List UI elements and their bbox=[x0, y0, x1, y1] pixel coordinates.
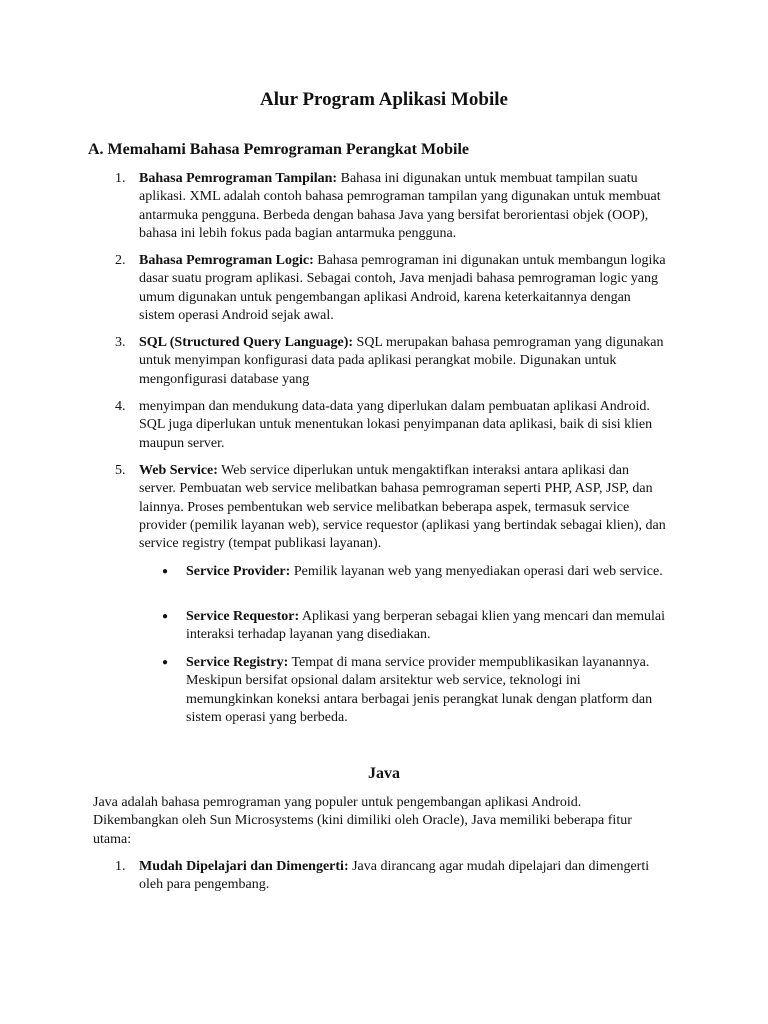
list-number: 2. bbox=[115, 253, 126, 268]
list-term: Mudah Dipelajari dan Dimengerti: bbox=[139, 859, 349, 874]
bullet-icon: ● bbox=[162, 566, 169, 577]
list-number: 1. bbox=[115, 859, 126, 874]
list-text bbox=[139, 858, 667, 895]
list-number: 1. bbox=[115, 171, 126, 186]
list-text bbox=[139, 462, 667, 553]
list-text bbox=[139, 252, 667, 325]
bullet-term: Service Requestor: bbox=[186, 609, 300, 624]
list-term: SQL (Structured Query Language): bbox=[139, 335, 354, 350]
bullet-text bbox=[186, 654, 670, 727]
list-number: 3. bbox=[115, 335, 126, 350]
list-term: Bahasa Pemrograman Tampilan: bbox=[139, 171, 338, 186]
list-description: SQL merupakan bahasa pemrograman yang digunakan untuk menyimpan konfigurasi data pada aplikasi perangkat mobile. Digunakan untuk mengonfigurasi database yang bbox=[139, 335, 664, 387]
list-number: 5. bbox=[115, 463, 126, 478]
list-term: Web Service: bbox=[139, 463, 218, 478]
list-number: 4. bbox=[115, 399, 126, 414]
bullet-text bbox=[186, 563, 670, 581]
bullet-description: Aplikasi yang berperan sebagai klien yang mencari dan memulai interaksi terhadap layanan yang disediakan. bbox=[186, 609, 665, 643]
list-description: Web service diperlukan untuk mengaktifkan interaksi antara aplikasi dan server. Pembuatan web service melibatkan bahasa pemrograman seperti PHP, ASP, JSP, dan lainnya. Proses pembentukan web service melibatkan beberapa aspek, termasuk service provider (pemilik layanan web), service requestor (aplikasi yang bertindak sebagai klien), dan service registry (tempat publikasi layanan). bbox=[139, 463, 666, 552]
bullet-description: Pemilik layanan web yang menyediakan operasi dari web service. bbox=[290, 564, 663, 579]
java-heading: Java bbox=[368, 765, 400, 782]
list-description: Java dirancang agar mudah dipelajari dan dimengerti oleh para pengembang. bbox=[139, 859, 650, 893]
list-description: Bahasa pemrograman ini digunakan untuk membangun logika dasar suatu program aplikasi. Sebagai contoh, Java menjadi bahasa pemrograman logic yang umum digunakan untuk pengembangan aplikasi Android, karena keterkaitannya dengan sistem operasi Android sejak awal. bbox=[139, 253, 666, 323]
bullet-text bbox=[186, 608, 670, 645]
bullet-icon: ● bbox=[162, 611, 169, 622]
document-title: Alur Program Aplikasi Mobile bbox=[260, 89, 508, 110]
list-text bbox=[139, 334, 667, 389]
bullet-description: Tempat di mana service provider mempublikasikan layanannya. Meskipun bersifat opsional dalam arsitektur web service, teknologi ini memungkinkan koneksi antara berbagai jenis perangkat lunak dengan platform dan sistem operasi yang berbeda. bbox=[186, 655, 653, 725]
bullet-term: Service Registry: bbox=[186, 655, 289, 670]
list-text bbox=[139, 398, 667, 453]
list-term: Bahasa Pemrograman Logic: bbox=[139, 253, 314, 268]
section-heading-a: A. Memahami Bahasa Pemrograman Perangkat Mobile bbox=[88, 141, 469, 158]
list-description: Bahasa ini digunakan untuk membuat tampilan suatu aplikasi. XML adalah contoh bahasa pemrograman tampilan yang digunakan untuk membuat antarmuka pengguna. Berbeda dengan bahasa Java yang bersifat berorientasi objek (OOP), bahasa ini lebih fokus pada bagian antarmuka pengguna. bbox=[139, 171, 661, 241]
list-description: menyimpan dan mendukung data-data yang diperlukan dalam pembuatan aplikasi Android. SQL juga diperlukan untuk menentukan lokasi penyimpanan data aplikasi, baik di sisi klien maupun server. bbox=[139, 399, 653, 451]
java-paragraph: Java adalah bahasa pemrograman yang populer untuk pengembangan aplikasi Android. Dikembangkan oleh Sun Microsystems (kini dimiliki oleh Oracle), Java memiliki beberapa fitur utama: bbox=[93, 795, 632, 847]
list-text bbox=[139, 170, 667, 243]
bullet-term: Service Provider: bbox=[186, 564, 291, 579]
bullet-icon: ● bbox=[162, 657, 169, 668]
